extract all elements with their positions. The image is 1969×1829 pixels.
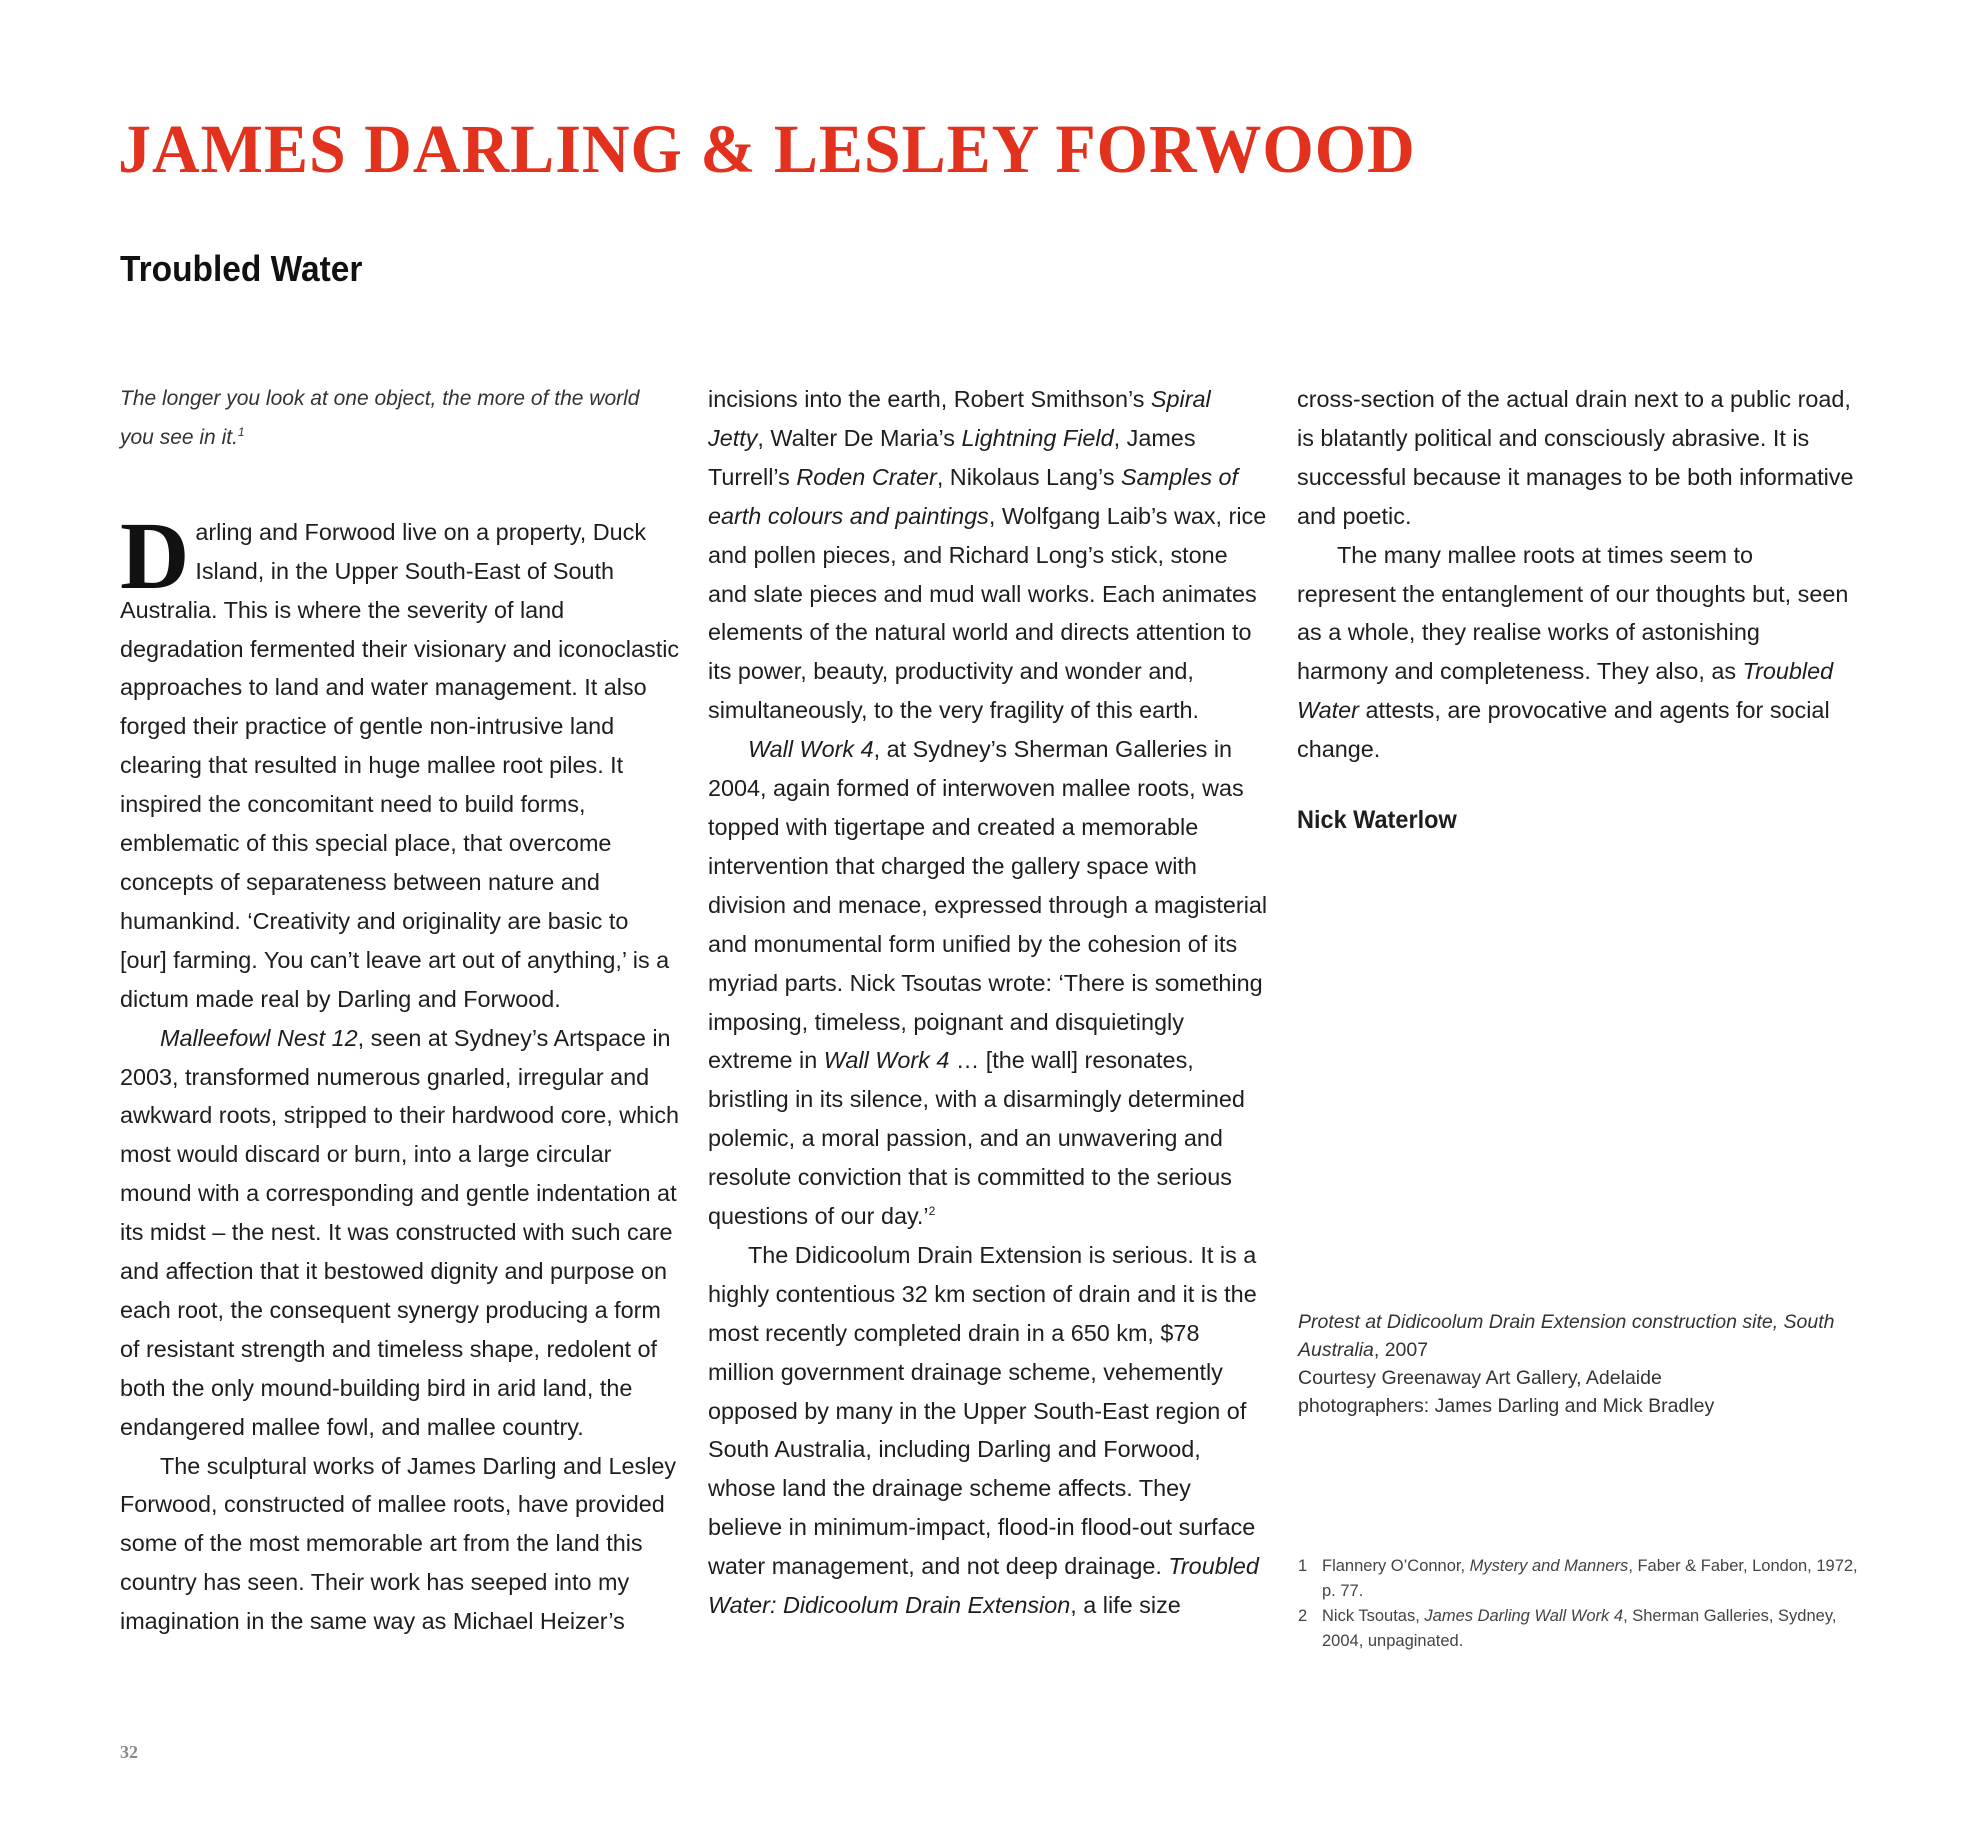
paragraph-3-text: , Walter De Maria’s (757, 424, 962, 451)
artwork-title: Malleefowl Nest 12 (160, 1024, 358, 1051)
page-number: 32 (120, 1742, 138, 1762)
paragraph-3-text: , Nikolaus Lang’s (936, 463, 1122, 490)
author-name: Nick Waterlow (1297, 806, 1457, 835)
footnote-ref: 1 (237, 424, 245, 439)
paragraph-4-text: , at Sydney’s Sherman Galleries in 2004, again formed of interwoven mallee roots, was topped with tigertape and created a memorable intervention that charged the gallery space with division and menace, expressed through a magisterial and monumental form unified by the cohesion of its myriad parts. Nick Tsoutas wrote: ‘There is something imposing, timeless, poignant and disquietingly extreme in (708, 736, 1268, 1074)
footnote-number: 2 (1298, 1607, 1308, 1625)
paragraph-5-text: , a life size (1070, 1592, 1181, 1619)
paragraph-5 (708, 1236, 1268, 1625)
epigraph (120, 380, 665, 458)
artwork-title: Troubled Water (1297, 658, 1834, 724)
footnotes (1298, 1554, 1858, 1654)
caption-credit: photographers: James Darling and Mick Bradley (1298, 1395, 1715, 1417)
caption-year: , 2007 (1373, 1339, 1429, 1361)
paragraph-3-text: incisions into the earth, Robert Smithson’s (708, 386, 1151, 412)
artwork-title: Wall Work 4 (748, 736, 874, 763)
artwork-title: Roden Crater (796, 463, 937, 490)
photo-caption (1298, 1308, 1858, 1420)
paragraph-3-text: , Wolfgang Laib’s wax, rice and pollen pieces, and Richard Long’s stick, stone and slate pieces and mud wall works. Each animates elements of the natural world and directs attention to its power, beauty, productivity and wonder and, simultaneously, to the very fragility of this earth. (708, 502, 1267, 724)
artwork-title: Spiral Jetty (708, 386, 1211, 451)
paragraph-2 (120, 1019, 680, 1447)
paragraph-3 (708, 380, 1268, 730)
footnote-title: James Darling Wall Work 4 (1424, 1607, 1624, 1625)
paragraph-1-text: arling and Forwood live on a property, Duck Island, in the Upper South-East of South Australia. This is where the severity of land degradation fermented their visionary and iconoclastic approaches to land and water management. It also forged their practice of gentle non-intrusive land clearing that resulted in huge mallee root piles. It inspired the concomitant need to build forms, emblematic of this special place, that overcome concepts of separateness between nature and humankind. ‘Creativity and originality are basic to [our] farming. You can’t leave art out of anything,’ is a dictum made real by Darling and Forwood. (120, 518, 680, 1012)
paragraph-6 (1297, 536, 1857, 769)
caption-title: Protest at Didicoolum Drain Extension construction site, South Australia (1298, 1311, 1835, 1361)
page-title: JAMES DARLING & LESLEY FORWOOD (118, 110, 1416, 188)
epigraph-text: The longer you look at one object, the more of the world you see in it. (120, 387, 640, 449)
paragraph-3-text: , James Turrell’s (708, 424, 1196, 490)
paragraph-3 (120, 1447, 680, 1642)
footnote-text: Nick Tsoutas, (1322, 1607, 1425, 1625)
artwork-title: Troubled Water: Didicoolum Drain Extension (708, 1553, 1259, 1619)
paragraph-4-text: … [the wall] resonates, bristling in its silence, with a disarmingly determined polemic, a moral passion, and an unwavering and resolute conviction that is committed to the serious questions of our day.’ (708, 1047, 1245, 1230)
paragraph-4 (708, 730, 1268, 1236)
footnote-text: Flannery O’Connor, (1322, 1557, 1470, 1575)
paragraph-1 (120, 501, 680, 1019)
paragraph-5-text: The Didicoolum Drain Extension is serious. It is a highly contentious 32 km section of drain and it is the most recently completed drain in a 650 km, $78 million government drainage scheme, vehemently opposed by many in the Upper South-East region of South Australia, including Darling and Forwood, whose land the drainage scheme affects. They believe in minimum-impact, flood-in flood-out surface water management, and not deep drainage. (708, 1241, 1257, 1580)
text-column-1 (120, 380, 680, 1641)
footnote (1298, 1554, 1858, 1604)
text-column-2 (708, 380, 1268, 1625)
footnote (1298, 1604, 1858, 1654)
article-subtitle: Troubled Water (120, 248, 363, 289)
caption-courtesy: Courtesy Greenaway Art Gallery, Adelaide (1298, 1367, 1662, 1389)
paragraph-5-text: cross-section of the actual drain next to a public road, is blatantly political and consciously abrasive. It is successful because it manages to be both informative and poetic. (1297, 386, 1854, 529)
footnote-text: , Faber & Faber, London, 1972, p. 77. (1322, 1557, 1858, 1600)
footnote-number: 1 (1298, 1557, 1308, 1575)
footnote-text: , Sherman Galleries, Sydney, 2004, unpaginated. (1322, 1607, 1837, 1650)
artwork-title: Samples of earth colours and paintings (708, 463, 1239, 529)
footnote-ref: 2 (928, 1204, 936, 1219)
footnote-title: Mystery and Manners (1469, 1557, 1629, 1575)
text-column-3 (1297, 380, 1857, 840)
paragraph-6-text: attests, are provocative and agents for social change. (1297, 697, 1830, 763)
artwork-title: Wall Work 4 (823, 1047, 950, 1074)
paragraph-6-text: The many mallee roots at times seem to represent the entanglement of our thoughts but, seen as a whole, they realise works of astonishing harmony and completeness. They also, as (1297, 541, 1849, 685)
paragraph-2-text: , seen at Sydney’s Artspace in 2003, transformed numerous gnarled, irregular and awkward roots, stripped to their hardwood core, which most would discard or burn, into a large circular mound with a corresponding and gentle indentation at its midst – the nest. It was constructed with such care and affection that it bestowed dignity and purpose on each root, the consequent synergy producing a form of resistant strength and timeless shape, redolent of both the only mound-building bird in arid land, the endangered mallee fowl, and mallee country. (120, 1024, 680, 1440)
artwork-title: Lightning Field (961, 424, 1114, 451)
caption-title-line (1298, 1308, 1858, 1364)
paragraph-5 (1297, 380, 1857, 536)
drop-cap: D (120, 501, 190, 609)
paragraph-3-text: The sculptural works of James Darling and Lesley Forwood, constructed of mallee roots, have provided some of the most memorable art from the land this country has seen. Their work has seeped into my imagination in the same way as Michael Heizer’s (120, 1452, 677, 1635)
